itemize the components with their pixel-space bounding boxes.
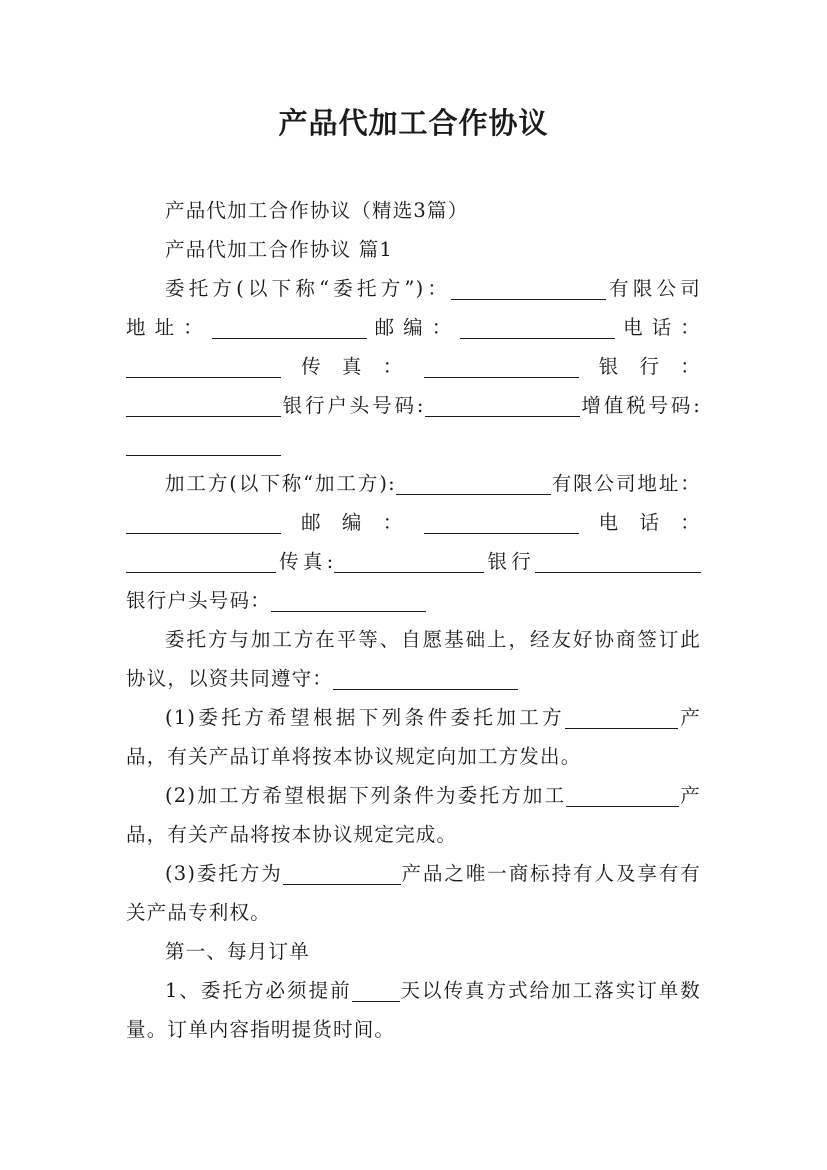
paragraph-clause-3	[126, 854, 701, 932]
principal-postcode-label: 邮编：	[366, 316, 461, 339]
clause-3-after: 产品之唯一商标持有人及享有有关产品专利权。	[126, 862, 701, 924]
clause-1-product-blank	[565, 707, 678, 728]
clause-2-product-blank	[566, 785, 679, 806]
clause-1-after: 产品，有关产品订单将按本协议规定向加工方发出。	[126, 706, 701, 768]
paragraph-collection-heading: 产品代加工合作协议（精选3篇）	[165, 199, 469, 222]
principal-lead-label: 委托方(以下称“委托方”)：	[165, 277, 452, 300]
clause-3-product-blank	[283, 863, 401, 884]
clause-1-before: (1)委托方希望根据下列条件委托加工方	[165, 706, 566, 729]
order-1-before: 1、委托方必须提前	[165, 979, 352, 1002]
paragraph-clause-1	[126, 698, 701, 776]
clause-3-before: (3)委托方为	[165, 862, 283, 885]
processor-fax-label: 传真:	[276, 550, 335, 573]
principal-address-blank	[212, 317, 367, 338]
paragraph-processor-contact	[126, 503, 701, 542]
processor-company-address-label: 有限公司地址：	[550, 472, 702, 495]
principal-account-blank	[425, 395, 580, 416]
processor-lead-label: 加工方(以下称“加工方):	[165, 472, 396, 495]
principal-company-suffix: 有限公司	[606, 277, 701, 300]
principal-address-label: 地址：	[126, 316, 212, 339]
agreement-intro-text: 委托方与加工方在平等、自愿基础上，经友好协商签订此协议，以资共同遵守：	[126, 628, 701, 690]
principal-tax-blank	[126, 434, 281, 455]
principal-phone-blank	[126, 356, 281, 377]
document-title: 产品代加工合作协议	[278, 106, 549, 140]
principal-bank-blank	[126, 395, 281, 416]
paragraph-clause-2	[126, 776, 701, 854]
paragraph-principal-account	[126, 386, 701, 425]
paragraph-processor-account	[126, 581, 701, 620]
section-heading-monthly-orders: 第一、每月订单	[165, 940, 310, 963]
paragraph-processor-fax-bank	[126, 542, 701, 581]
principal-account-label: 银行户头号码:	[281, 394, 425, 417]
paragraph-principal-contact	[126, 308, 701, 347]
processor-bank-label: 银行	[484, 550, 536, 573]
agreement-intro-blank	[333, 668, 518, 689]
order-1-days-blank	[352, 980, 400, 1001]
paragraph-order-1	[126, 971, 701, 1049]
paragraph-principal-tax-blank	[126, 425, 701, 464]
paragraph-agreement-intro	[126, 620, 701, 698]
clause-2-before: (2)加工方希望根据下列条件为委托方加工	[165, 784, 567, 807]
processor-postcode-label: 邮编：	[281, 511, 424, 534]
order-1-after: 天以传真方式给加工落实订单数量。订单内容指明提货时间。	[126, 979, 701, 1041]
paragraph-processor-info	[126, 464, 701, 503]
document-body	[126, 191, 701, 1049]
processor-account-label: 银行户头号码：	[126, 589, 271, 612]
clause-2-after: 产品，有关产品将按本协议规定完成。	[126, 784, 702, 846]
paragraph-principal-fax-bank	[126, 347, 701, 386]
processor-postcode-blank	[424, 512, 579, 533]
principal-company-blank	[451, 278, 606, 299]
principal-postcode-blank	[460, 317, 615, 338]
principal-fax-blank	[424, 356, 579, 377]
processor-phone-label: 电话：	[578, 511, 701, 534]
processor-bank-blank	[535, 551, 701, 572]
processor-account-blank	[271, 590, 426, 611]
processor-phone-blank	[126, 551, 276, 572]
principal-fax-label: 传真：	[281, 355, 424, 378]
processor-company-blank	[396, 473, 551, 494]
processor-address-blank	[126, 512, 281, 533]
paragraph-principal-info	[126, 269, 701, 308]
principal-phone-label: 电话：	[615, 316, 701, 339]
principal-bank-label: 银行：	[578, 355, 701, 378]
processor-fax-blank	[334, 551, 484, 572]
paragraph-section-heading: 产品代加工合作协议 篇1	[165, 238, 394, 261]
principal-tax-label: 增值税号码:	[579, 394, 701, 417]
